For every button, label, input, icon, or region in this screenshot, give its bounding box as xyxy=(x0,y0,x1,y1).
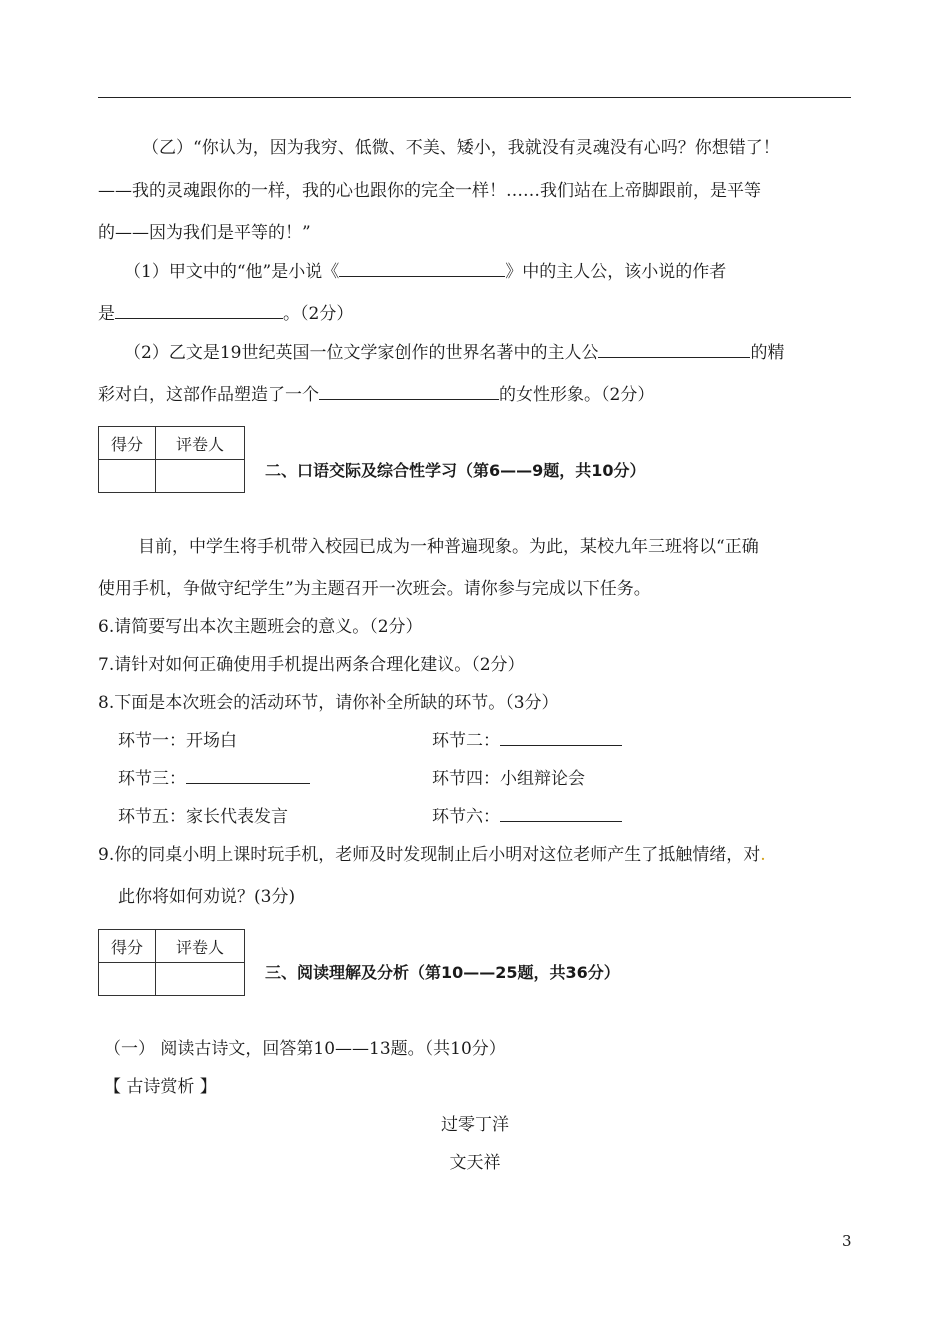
score-table-section-3 xyxy=(98,929,245,996)
step-6-label: 环节六： xyxy=(432,807,500,827)
author-blank[interactable] xyxy=(115,302,283,319)
yi-passage-line-2: ——我的灵魂跟你的一样，我的心也跟你的完全一样！……我们站在上帝脚跟前，是平等 xyxy=(98,181,761,201)
step-6 xyxy=(432,802,622,827)
section-2-intro-line-1: 目前，中学生将手机带入校园已成为一种普遍现象。为此，某校九年三班将以“正确 xyxy=(138,537,759,557)
yi-passage-line-1: （乙）“你认为，因为我穷、低微、不美、矮小，我就没有灵魂没有心吗？你想错了！ xyxy=(142,138,780,158)
question-1-line-2 xyxy=(98,299,353,324)
question-6: 6.请简要写出本次主题班会的意义。（2分） xyxy=(98,617,423,637)
step-3-blank[interactable] xyxy=(186,767,310,784)
section-2-heading: 二、口语交际及综合性学习（第6——9题，共10分） xyxy=(265,461,646,480)
poem-appreciation-label: 【 古诗赏析 】 xyxy=(104,1077,217,1097)
score-table-section-2 xyxy=(98,426,245,493)
step-5: 环节五：家长代表发言 xyxy=(118,807,288,827)
question-2-line-2 xyxy=(98,380,654,405)
protagonist-blank[interactable] xyxy=(598,341,750,358)
score-header: 得分 xyxy=(99,930,156,963)
grader-header: 评卷人 xyxy=(156,427,245,460)
question-9-line-2: 此你将如何劝说？(3分) xyxy=(118,887,296,907)
step-4: 环节四：小组辩论会 xyxy=(432,769,585,789)
stray-dot: . xyxy=(760,845,766,865)
section-3-heading: 三、阅读理解及分析（第10——25题，共36分） xyxy=(265,963,620,982)
question-2-line-1 xyxy=(124,338,784,363)
grader-cell[interactable] xyxy=(156,963,245,996)
score-cell[interactable] xyxy=(99,963,156,996)
part-1-intro: （一） 阅读古诗文，回答第10——13题。（共10分） xyxy=(104,1039,506,1059)
question-1-text-a: （1）甲文中的“他”是小说《 xyxy=(124,262,340,282)
score-cell[interactable] xyxy=(99,460,156,493)
poem-author: 文天祥 xyxy=(449,1153,501,1173)
question-7: 7.请针对如何正确使用手机提出两条合理化建议。（2分） xyxy=(98,655,525,675)
page-number: 3 xyxy=(842,1232,852,1250)
step-6-blank[interactable] xyxy=(500,805,622,822)
step-2-label: 环节二： xyxy=(432,731,500,751)
step-2-blank[interactable] xyxy=(500,729,622,746)
question-1-text-b: 》中的主人公，该小说的作者 xyxy=(505,262,727,282)
step-3 xyxy=(118,764,310,789)
yi-passage-line-3: 的——因为我们是平等的！” xyxy=(98,223,311,243)
female-image-blank[interactable] xyxy=(319,383,499,400)
question-2-text-b: 的精 xyxy=(750,343,785,363)
grader-cell[interactable] xyxy=(156,460,245,493)
question-2-text-d: 的女性形象。（2分） xyxy=(499,385,655,405)
question-2-text-a: （2）乙文是19世纪英国一位文学家创作的世界名著中的主人公 xyxy=(124,343,599,363)
step-2 xyxy=(432,726,622,751)
question-9-line-1 xyxy=(98,840,766,865)
poem-title: 过零丁洋 xyxy=(441,1115,509,1135)
grader-header: 评卷人 xyxy=(156,930,245,963)
question-1-text-d: 。（2分） xyxy=(283,304,354,324)
question-1-line-1 xyxy=(124,257,726,282)
score-header: 得分 xyxy=(99,427,156,460)
step-3-label: 环节三： xyxy=(118,769,186,789)
step-1: 环节一：开场白 xyxy=(118,731,237,751)
question-1-text-c: 是 xyxy=(98,304,115,324)
novel-title-blank[interactable] xyxy=(339,260,505,277)
question-8: 8.下面是本次班会的活动环节，请你补全所缺的环节。（3分） xyxy=(98,693,559,713)
section-2-intro-line-2: 使用手机，争做守纪学生”为主题召开一次班会。请你参与完成以下任务。 xyxy=(98,579,651,599)
question-9-text: 9.你的同桌小明上课时玩手机，老师及时发现制止后小明对这位老师产生了抵触情绪，对 xyxy=(98,845,761,865)
top-rule xyxy=(98,97,851,98)
question-2-text-c: 彩对白，这部作品塑造了一个 xyxy=(98,385,319,405)
